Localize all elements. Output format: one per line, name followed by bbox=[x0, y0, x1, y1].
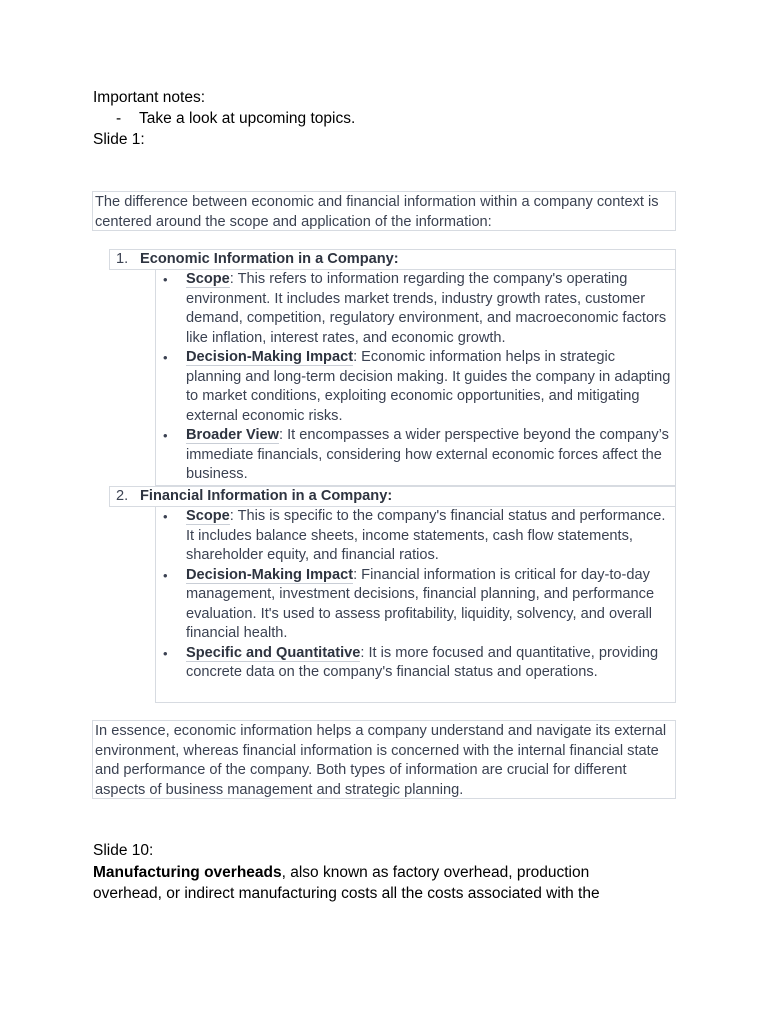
list-item bbox=[156, 507, 675, 566]
list-item bbox=[156, 270, 675, 348]
slide-10-label: Slide 10: bbox=[93, 842, 154, 859]
manufacturing-overheads-paragraph bbox=[93, 862, 653, 904]
item-text: : Financial information is critical for day-to-day management, investment decisions, financial planning, and performance evaluation. It's used to assess profitability, liquidity, solvency, and overall financial health. bbox=[186, 566, 655, 641]
section-number: 1. bbox=[116, 251, 129, 267]
section-heading-economic bbox=[109, 249, 676, 270]
item-text: : It encompasses a wider perspective beyond the company’s immediate financials, considering how external economic forces affect the business. bbox=[186, 427, 669, 482]
list-item bbox=[156, 644, 675, 683]
section-title: Financial Information in a Company bbox=[140, 488, 388, 504]
section-colon: : bbox=[387, 488, 393, 504]
item-term: Decision-Making Impact bbox=[186, 349, 354, 365]
bullet-icon: • bbox=[163, 428, 168, 443]
bullet-icon: • bbox=[163, 645, 168, 661]
item-text: : Economic information helps in strategic planning and long-term decision making. It guides the company in adapting to market conditions, exploiting economic opportunities, and mitigating external economic risks. bbox=[186, 349, 671, 424]
bullet-icon: • bbox=[163, 509, 168, 524]
financial-bullet-list bbox=[155, 506, 676, 703]
bullet-icon: • bbox=[163, 567, 168, 583]
item-text: : This refers to information regarding the company's operating environment. It includes market trends, industry growth rates, customer demand, competition, regulatory environment, and macroeconomic factors like inflation, interest rates, and economic growth. bbox=[186, 271, 667, 346]
summary-paragraph: In essence, economic information helps a company understand and navigate its external environment, whereas financial information is concerned with the internal financial state and performance of the company. Both types of information are crucial for different aspects of business management and strategic planning. bbox=[92, 720, 676, 799]
section-heading-financial bbox=[109, 486, 676, 507]
item-term: Broader View bbox=[186, 427, 280, 443]
paragraph-text: , also known as factory overhead, production overhead, or indirect manufacturing costs all the costs associated with the bbox=[93, 864, 600, 902]
list-item bbox=[156, 566, 675, 644]
section-title: Economic Information in a Company bbox=[140, 251, 394, 267]
bullet-icon: • bbox=[163, 272, 168, 287]
item-text: : It is more focused and quantitative, providing concrete data on the company's financial status and operations. bbox=[186, 644, 659, 680]
item-term: Specific and Quantitative bbox=[186, 644, 361, 661]
economic-bullet-list bbox=[155, 269, 676, 486]
item-term: Decision-Making Impact bbox=[186, 566, 354, 583]
intro-paragraph: The difference between economic and financial information within a company context is centered around the scope and application of the information: bbox=[92, 191, 676, 231]
section-number: 2. bbox=[116, 488, 129, 504]
list-item bbox=[156, 426, 675, 485]
section-colon: : bbox=[393, 251, 399, 267]
slide-1-label: Slide 1: bbox=[93, 131, 145, 148]
notes-list-item bbox=[116, 109, 355, 129]
bullet-icon: • bbox=[163, 350, 168, 365]
list-item bbox=[156, 348, 675, 426]
notes-item-text: Take a look at upcoming topics. bbox=[139, 110, 356, 127]
dash-marker: - bbox=[116, 110, 122, 127]
paragraph-term: Manufacturing overheads bbox=[93, 864, 282, 881]
item-term: Scope bbox=[186, 271, 230, 287]
important-notes-title: Important notes: bbox=[93, 89, 206, 106]
item-text: : This is specific to the company's financial status and performance. It includes balance sheets, income statements, cash flow statements, shareholder equity, and financial ratios. bbox=[186, 508, 666, 563]
item-term: Scope bbox=[186, 508, 230, 524]
